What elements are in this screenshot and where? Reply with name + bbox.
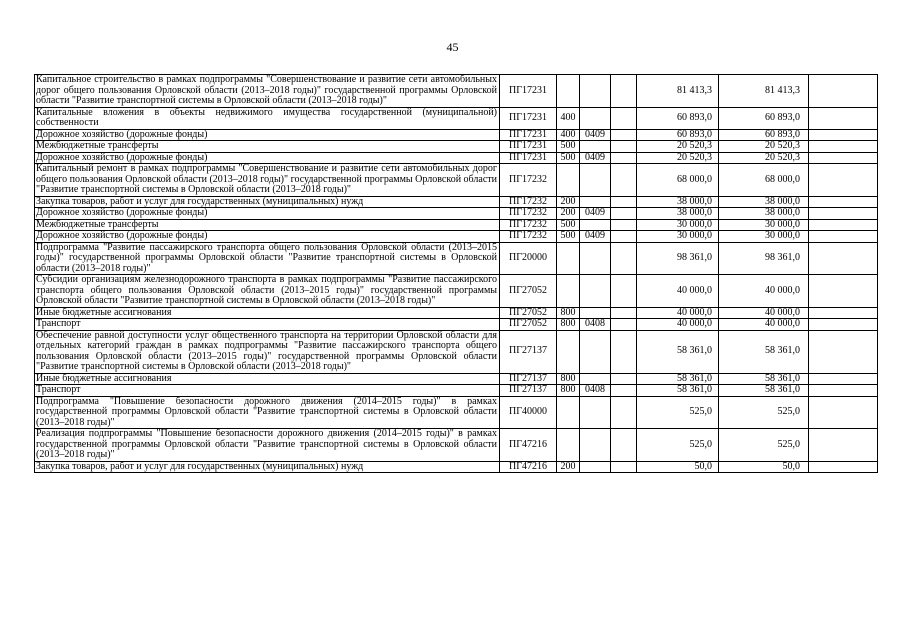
amount-cell: 20 520,3 bbox=[637, 141, 719, 153]
expense-type-cell: 500 bbox=[557, 141, 580, 153]
empty-cell bbox=[809, 129, 878, 141]
target-code-cell: ПГ17231 bbox=[500, 107, 557, 129]
item-name-cell: Иные бюджетные ассигнования bbox=[35, 307, 500, 319]
item-name-cell: Реализация подпрограммы "Повышение безопасности дорожного движения (2014–2015 годы)" в рамках государственной программы Орловской области "Развитие транспортной системы в Орловской области (2013–2018 годы)" bbox=[35, 429, 500, 462]
item-name-cell: Капитальное строительство в рамках подпрограммы "Совершенствование и развитие сети автомобильных дорог общего пользования Орловской области (2013–2018 годы)" государственной программы Орловской области "Развитие транспортной системы в Орловской области (2013–2018 годы)" bbox=[35, 75, 500, 108]
empty-cell bbox=[611, 461, 637, 473]
amount-cell: 38 000,0 bbox=[637, 208, 719, 220]
amount-cell: 81 413,3 bbox=[719, 75, 809, 108]
amount-cell: 40 000,0 bbox=[637, 319, 719, 331]
section-code-cell: 0408 bbox=[580, 385, 611, 397]
table-row bbox=[35, 164, 878, 197]
table-row bbox=[35, 129, 878, 141]
expense-type-cell: 800 bbox=[557, 373, 580, 385]
amount-cell: 60 893,0 bbox=[637, 107, 719, 129]
expense-type-cell: 400 bbox=[557, 107, 580, 129]
expense-type-cell bbox=[557, 429, 580, 462]
item-name-cell: Межбюджетные трансферты bbox=[35, 219, 500, 231]
target-code-cell: ПГ27137 bbox=[500, 385, 557, 397]
amount-cell: 58 361,0 bbox=[719, 373, 809, 385]
empty-cell bbox=[809, 141, 878, 153]
expense-type-cell: 800 bbox=[557, 319, 580, 331]
section-code-cell: 0409 bbox=[580, 208, 611, 220]
empty-cell bbox=[611, 319, 637, 331]
table-row bbox=[35, 373, 878, 385]
empty-cell bbox=[809, 164, 878, 197]
expense-type-cell: 800 bbox=[557, 385, 580, 397]
empty-cell bbox=[809, 208, 878, 220]
target-code-cell: ПГ17231 bbox=[500, 129, 557, 141]
section-code-cell: 0409 bbox=[580, 129, 611, 141]
table-row bbox=[35, 152, 878, 164]
amount-cell: 30 000,0 bbox=[719, 219, 809, 231]
amount-cell: 40 000,0 bbox=[719, 307, 809, 319]
empty-cell bbox=[611, 208, 637, 220]
section-code-cell bbox=[580, 396, 611, 429]
empty-cell bbox=[809, 307, 878, 319]
empty-cell bbox=[809, 242, 878, 275]
amount-cell: 68 000,0 bbox=[637, 164, 719, 197]
item-name-cell: Обеспечение равной доступности услуг общественного транспорта на территории Орловской области для отдельных категорий граждан в рамках подпрограммы "Развитие пассажирского транспорта общего пользования Орловской области (2013–2015 годы)" государственной программы Орловской области "Развитие транспортной системы в Орловской области (2013–2018 годы)" bbox=[35, 330, 500, 373]
section-code-cell bbox=[580, 307, 611, 319]
amount-cell: 40 000,0 bbox=[719, 319, 809, 331]
expense-type-cell: 500 bbox=[557, 231, 580, 243]
item-name-cell: Дорожное хозяйство (дорожные фонды) bbox=[35, 129, 500, 141]
table-row bbox=[35, 231, 878, 243]
table-row bbox=[35, 107, 878, 129]
item-name-cell: Межбюджетные трансферты bbox=[35, 141, 500, 153]
empty-cell bbox=[809, 330, 878, 373]
section-code-cell bbox=[580, 330, 611, 373]
table-row bbox=[35, 75, 878, 108]
amount-cell: 58 361,0 bbox=[719, 385, 809, 397]
empty-cell bbox=[809, 231, 878, 243]
amount-cell: 20 520,3 bbox=[719, 152, 809, 164]
empty-cell bbox=[611, 152, 637, 164]
item-name-cell: Дорожное хозяйство (дорожные фонды) bbox=[35, 152, 500, 164]
item-name-cell: Транспорт bbox=[35, 385, 500, 397]
empty-cell bbox=[611, 242, 637, 275]
target-code-cell: ПГ27137 bbox=[500, 330, 557, 373]
empty-cell bbox=[611, 219, 637, 231]
table-row bbox=[35, 330, 878, 373]
budget-table bbox=[34, 74, 878, 473]
target-code-cell: ПГ27052 bbox=[500, 307, 557, 319]
empty-cell bbox=[611, 307, 637, 319]
target-code-cell: ПГ17231 bbox=[500, 141, 557, 153]
amount-cell: 81 413,3 bbox=[637, 75, 719, 108]
empty-cell bbox=[611, 385, 637, 397]
amount-cell: 58 361,0 bbox=[637, 330, 719, 373]
target-code-cell: ПГ17232 bbox=[500, 164, 557, 197]
table-row bbox=[35, 385, 878, 397]
item-name-cell: Подпрограмма "Повышение безопасности дорожного движения (2014–2015 годы)" в рамках государственной программы Орловской области "Развитие транспортной системы в Орловской области (2013–2018 годы)" bbox=[35, 396, 500, 429]
amount-cell: 30 000,0 bbox=[719, 231, 809, 243]
empty-cell bbox=[611, 196, 637, 208]
empty-cell bbox=[611, 330, 637, 373]
empty-cell bbox=[809, 373, 878, 385]
amount-cell: 40 000,0 bbox=[637, 275, 719, 308]
empty-cell bbox=[809, 429, 878, 462]
section-code-cell bbox=[580, 164, 611, 197]
empty-cell bbox=[611, 396, 637, 429]
table-row bbox=[35, 208, 878, 220]
amount-cell: 58 361,0 bbox=[637, 385, 719, 397]
expense-type-cell bbox=[557, 396, 580, 429]
target-code-cell: ПГ47216 bbox=[500, 429, 557, 462]
empty-cell bbox=[611, 429, 637, 462]
empty-cell bbox=[611, 275, 637, 308]
item-name-cell: Транспорт bbox=[35, 319, 500, 331]
empty-cell bbox=[611, 129, 637, 141]
empty-cell bbox=[611, 141, 637, 153]
amount-cell: 20 520,3 bbox=[719, 141, 809, 153]
amount-cell: 30 000,0 bbox=[637, 231, 719, 243]
target-code-cell: ПГ17232 bbox=[500, 231, 557, 243]
item-name-cell: Капитальный ремонт в рамках подпрограммы "Совершенствование и развитие сети автомобильных дорог общего пользования Орловской области (2013–2018 годы)" государственной программы Орловской области "Развитие транспортной системы в Орловской области (2013–2018 годы)" bbox=[35, 164, 500, 197]
table-row bbox=[35, 219, 878, 231]
target-code-cell: ПГ20000 bbox=[500, 242, 557, 275]
expense-type-cell: 500 bbox=[557, 152, 580, 164]
expense-type-cell bbox=[557, 275, 580, 308]
item-name-cell: Субсидии организациям железнодорожного транспорта в рамках подпрограммы "Развитие пассажирского транспорта общего пользования Орловской области (2013–2015 годы)" государственной программы Орловской области "Развитие транспортной системы в Орловской области (2013–2018 годы)" bbox=[35, 275, 500, 308]
table-row bbox=[35, 429, 878, 462]
target-code-cell: ПГ40000 bbox=[500, 396, 557, 429]
table-row bbox=[35, 242, 878, 275]
empty-cell bbox=[611, 231, 637, 243]
table-row bbox=[35, 141, 878, 153]
section-code-cell bbox=[580, 373, 611, 385]
amount-cell: 525,0 bbox=[719, 429, 809, 462]
target-code-cell: ПГ17232 bbox=[500, 208, 557, 220]
amount-cell: 40 000,0 bbox=[637, 307, 719, 319]
expense-type-cell: 500 bbox=[557, 219, 580, 231]
target-code-cell: ПГ27052 bbox=[500, 275, 557, 308]
section-code-cell bbox=[580, 141, 611, 153]
target-code-cell: ПГ27052 bbox=[500, 319, 557, 331]
expense-type-cell bbox=[557, 75, 580, 108]
amount-cell: 20 520,3 bbox=[637, 152, 719, 164]
page-number: 45 bbox=[446, 40, 459, 54]
amount-cell: 50,0 bbox=[719, 461, 809, 473]
target-code-cell: ПГ17231 bbox=[500, 75, 557, 108]
expense-type-cell bbox=[557, 164, 580, 197]
section-code-cell: 0408 bbox=[580, 319, 611, 331]
section-code-cell: 0409 bbox=[580, 152, 611, 164]
item-name-cell: Дорожное хозяйство (дорожные фонды) bbox=[35, 208, 500, 220]
amount-cell: 38 000,0 bbox=[719, 208, 809, 220]
section-code-cell: 0409 bbox=[580, 231, 611, 243]
item-name-cell: Дорожное хозяйство (дорожные фонды) bbox=[35, 231, 500, 243]
empty-cell bbox=[809, 275, 878, 308]
section-code-cell bbox=[580, 275, 611, 308]
section-code-cell bbox=[580, 219, 611, 231]
empty-cell bbox=[611, 75, 637, 108]
empty-cell bbox=[809, 152, 878, 164]
table-body bbox=[35, 75, 878, 473]
section-code-cell bbox=[580, 196, 611, 208]
amount-cell: 50,0 bbox=[637, 461, 719, 473]
empty-cell bbox=[809, 319, 878, 331]
table-row bbox=[35, 461, 878, 473]
target-code-cell: ПГ47216 bbox=[500, 461, 557, 473]
expense-type-cell: 200 bbox=[557, 461, 580, 473]
amount-cell: 60 893,0 bbox=[719, 107, 809, 129]
table-row bbox=[35, 275, 878, 308]
empty-cell bbox=[809, 385, 878, 397]
item-name-cell: Закупка товаров, работ и услуг для государственных (муниципальных) нужд bbox=[35, 461, 500, 473]
empty-cell bbox=[611, 373, 637, 385]
amount-cell: 98 361,0 bbox=[637, 242, 719, 275]
expense-type-cell: 200 bbox=[557, 208, 580, 220]
target-code-cell: ПГ17232 bbox=[500, 196, 557, 208]
item-name-cell: Иные бюджетные ассигнования bbox=[35, 373, 500, 385]
section-code-cell bbox=[580, 75, 611, 108]
target-code-cell: ПГ17232 bbox=[500, 219, 557, 231]
amount-cell: 30 000,0 bbox=[637, 219, 719, 231]
empty-cell bbox=[809, 219, 878, 231]
empty-cell bbox=[611, 164, 637, 197]
expense-type-cell: 200 bbox=[557, 196, 580, 208]
amount-cell: 58 361,0 bbox=[637, 373, 719, 385]
table-row bbox=[35, 396, 878, 429]
table-row bbox=[35, 196, 878, 208]
amount-cell: 525,0 bbox=[719, 396, 809, 429]
amount-cell: 58 361,0 bbox=[719, 330, 809, 373]
expense-type-cell bbox=[557, 242, 580, 275]
empty-cell bbox=[809, 461, 878, 473]
empty-cell bbox=[809, 107, 878, 129]
empty-cell bbox=[809, 75, 878, 108]
amount-cell: 98 361,0 bbox=[719, 242, 809, 275]
section-code-cell bbox=[580, 429, 611, 462]
table-row bbox=[35, 307, 878, 319]
target-code-cell: ПГ17231 bbox=[500, 152, 557, 164]
amount-cell: 525,0 bbox=[637, 429, 719, 462]
amount-cell: 38 000,0 bbox=[719, 196, 809, 208]
amount-cell: 525,0 bbox=[637, 396, 719, 429]
empty-cell bbox=[611, 107, 637, 129]
expense-type-cell: 400 bbox=[557, 129, 580, 141]
amount-cell: 68 000,0 bbox=[719, 164, 809, 197]
amount-cell: 40 000,0 bbox=[719, 275, 809, 308]
amount-cell: 60 893,0 bbox=[637, 129, 719, 141]
empty-cell bbox=[809, 196, 878, 208]
expense-type-cell bbox=[557, 330, 580, 373]
item-name-cell: Капитальные вложения в объекты недвижимого имущества государственной (муниципальной) собственности bbox=[35, 107, 500, 129]
empty-cell bbox=[809, 396, 878, 429]
expense-type-cell: 800 bbox=[557, 307, 580, 319]
section-code-cell bbox=[580, 107, 611, 129]
table-row bbox=[35, 319, 878, 331]
amount-cell: 60 893,0 bbox=[719, 129, 809, 141]
target-code-cell: ПГ27137 bbox=[500, 373, 557, 385]
item-name-cell: Закупка товаров, работ и услуг для государственных (муниципальных) нужд bbox=[35, 196, 500, 208]
item-name-cell: Подпрограмма "Развитие пассажирского транспорта общего пользования Орловской области (2013–2015 годы)" государственной программы Орловской области "Развитие транспортной системы в Орловской области (2013–2018 годы)" bbox=[35, 242, 500, 275]
section-code-cell bbox=[580, 242, 611, 275]
section-code-cell bbox=[580, 461, 611, 473]
amount-cell: 38 000,0 bbox=[637, 196, 719, 208]
